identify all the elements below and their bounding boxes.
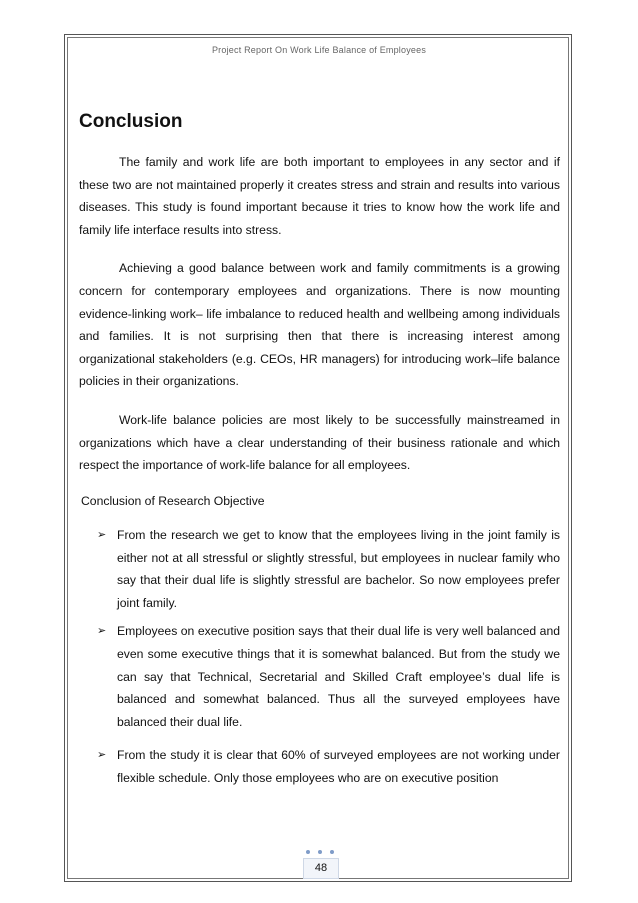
paragraph: Work-life balance policies are most likely to be successfully mainstreamed in organizations which have a clear understanding of their business rationale and which respect the importance of work-life balance for all employees. <box>79 412 560 473</box>
page-number: 48 <box>303 858 339 879</box>
paragraph: The family and work life are both important to employees in any sector and if these two are not maintained properly it creates stress and strain and results into various diseases. This study is found important because it tries to know how the work life and family life interface results into stress. <box>79 155 560 237</box>
arrow-bullet-icon: ➢ <box>97 528 107 541</box>
subsection-heading: Conclusion of Research Objective <box>81 493 265 508</box>
page-number-ornament-icon <box>306 850 334 854</box>
list-item-text: From the study it is clear that 60% of surveyed employees are not working under flexible schedule. Only those employees who are on executive position <box>117 747 560 785</box>
list-item <box>79 524 560 615</box>
arrow-bullet-icon: ➢ <box>97 624 107 637</box>
paragraph: Achieving a good balance between work and family commitments is a growing concern for contemporary employees and organizations. There is now mounting evidence-linking work– life imbalance to reduced health and wellbeing among individuals and families. It is not surprising then that there is increasing interest among organizational stakeholders (e.g. CEOs, HR managers) for introducing work–life balance policies in their organizations. <box>79 261 560 389</box>
running-header: Project Report On Work Life Balance of Employees <box>211 45 427 55</box>
section-heading: Conclusion <box>79 111 183 132</box>
list-item <box>79 744 560 790</box>
arrow-bullet-icon: ➢ <box>97 748 107 761</box>
list-item <box>79 620 560 734</box>
page-content <box>79 111 560 794</box>
objectives-list <box>79 524 560 790</box>
list-item-text: From the research we get to know that the employees living in the joint family is either not at all stressful or slightly stressful, but employees in nuclear family who say that their dual life is slightly stressful are bachelor. So now employees prefer joint family. <box>117 527 560 611</box>
list-item-text: Employees on executive position says that their dual life is very well balanced and even some executive things that it is somewhat balanced. But from the study we can say that Technical, Secretarial and Skilled Craft employee’s dual life is balanced and somewhat balanced. Thus all the surveyed employees have balanced their dual life. <box>117 623 560 730</box>
